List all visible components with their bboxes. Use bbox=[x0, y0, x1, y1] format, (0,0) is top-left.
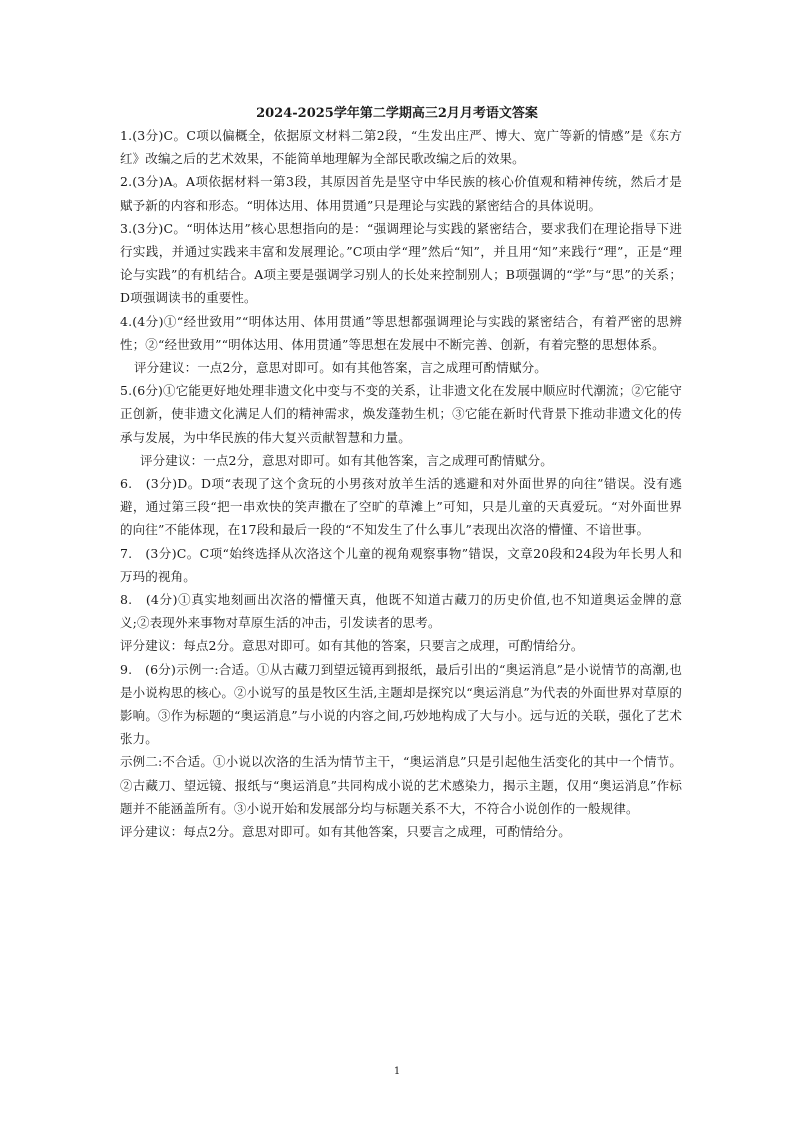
answer-q3: 3.(3分)C。“明体达用”核心思想指向的是：“强调理论与实践的紧密结合，要求我们在理论指导下进行实践，并通过实践来丰富和发展理论。”C项由学“理”然后“知”，并且用“知”来践行“理”，正是“理论与实践”的有机结合。A项主要是强调学习别人的长处来控制别人；B项强调的“学”与“思”的关系；D项强调读书的重要性。 bbox=[120, 220, 682, 306]
answer-q9-example-1: 9. (6分)示例一:合适。①从古藏刀到望远镜再到报纸，最后引出的“奥运消息”是小说情节的高潮,也是小说构思的核心。②小说写的虽是牧区生活,主题却是探究以“奥运消息”为代表的外面世界对草原的影响。③作为标题的“奥运消息”与小说的内容之间,巧妙地构成了大与小。远与近的关联，强化了艺术张力。 bbox=[120, 661, 682, 747]
answer-q1: 1.(3分)C。C项以偏概全，依据原文材料二第2段，“生发出庄严、博大、宽广等新的情感”是《东方红》改编之后的艺术效果，不能简单地理解为全部民歌改编之后的效果。 bbox=[120, 128, 682, 167]
answer-q8: 8. (4分)①真实地刻画出次洛的懵懂天真，他既不知道古藏刀的历史价值,也不知道奥运金牌的意义;②表现外来事物对草原生活的冲击，引发读者的思考。 bbox=[120, 592, 682, 631]
answer-q4: 4.(4分)①“经世致用”“明体达用、体用贯通”等思想都强调理论与实践的紧密结合，有着严密的思辨性；②“经世致用”“明体达用、体用贯通”等思想在发展中不断完善、创新，有着完整的思想体系。 bbox=[120, 313, 682, 352]
answer-q9-example-2: 示例二:不合适。①小说以次洛的生活为情节主干，“奥运消息”只是引起他生活变化的其中一个情节。②古藏刀、望远镜、报纸与“奥运消息”共同构成小说的艺术感染力，揭示主题，仅用“奥运消息”作标题并不能涵盖所有。③小说开始和发展部分均与标题关系不大，不符合小说创作的一般规律。 bbox=[120, 754, 682, 816]
grading-note-q9: 评分建议：每点2分。意思对即可。如有其他答案，只要言之成理，可酌情给分。 bbox=[120, 824, 571, 840]
answer-q6: 6. (3分)D。D项“表现了这个贪玩的小男孩对放羊生活的逃避和对外面世界的向往”错误。没有逃避，通过第三段“把一串欢快的笑声撒在了空旷的草滩上”可知，只是儿童的天真爱玩。“对外面世界的向往”不能体现，在17段和最后一段的“不知发生了什么事儿”表现出次洛的懵懂、不谙世事。 bbox=[120, 476, 682, 538]
answer-q2: 2.(3分)A。A项依据材料一第3段，其原因首先是坚守中华民族的核心价值观和精神传统，然后才是赋予新的内容和形态。“明体达用、体用贯通”只是理论与实践的紧密结合的具体说明。 bbox=[120, 174, 682, 213]
grading-note-q8: 评分建议：每点2分。意思对即可。如有其他的答案，只要言之成理，可酌情给分。 bbox=[120, 638, 584, 654]
answer-body bbox=[120, 124, 682, 843]
document-title: 2024-2025学年第二学期高三2月月考语文答案 bbox=[256, 106, 538, 121]
grading-note-q5: 评分建议：一点2分，意思对即可。如有其他答案，言之成理可酌情赋分。 bbox=[140, 452, 553, 468]
page-number: 1 bbox=[393, 1066, 401, 1077]
answer-q5: 5.(6分)①它能更好地处理非遗文化中变与不变的关系，让非遗文化在发展中顺应时代潮流；②它能守正创新，使非遗文化满足人们的精神需求，焕发蓬勃生机；③它能在新时代背景下推动非遗文化的传承与发展，为中华民族的伟大复兴贡献智慧和力量。 bbox=[120, 383, 682, 445]
answer-q7: 7. (3分)C。C项“始终选择从次洛这个儿童的视角观察事物”错误，文章20段和24段为年长男人和万玛的视角。 bbox=[120, 545, 682, 584]
grading-note-q4: 评分建议：一点2分，意思对即可。如有其他答案，言之成理可酌情赋分。 bbox=[134, 360, 547, 376]
